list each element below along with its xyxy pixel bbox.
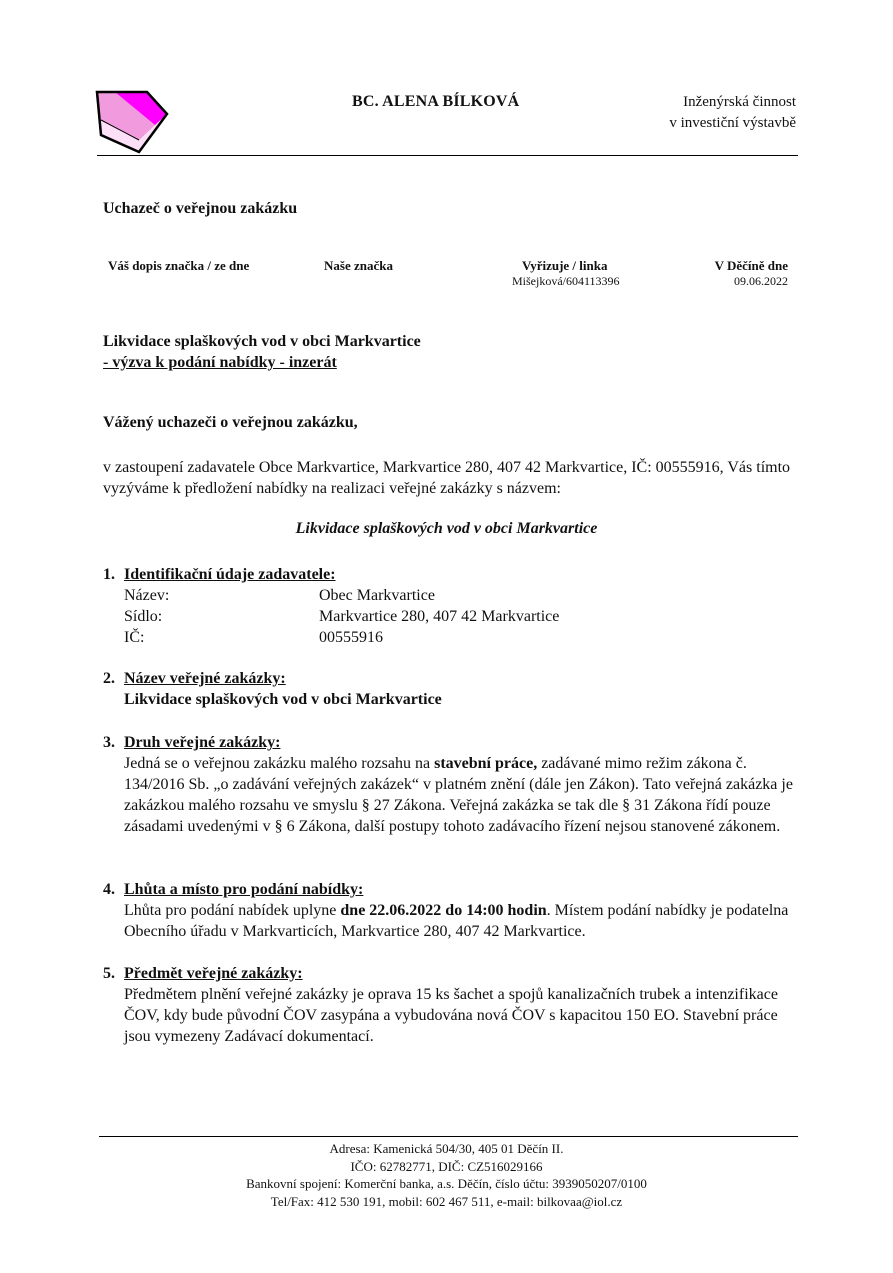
body-text: . Místem podání nabídky je podatelna Obecního úřadu v Markvarticích, Markvartice 280, 407 42 Markvartice. [124, 902, 789, 940]
info-row [124, 585, 803, 606]
company-activity [669, 92, 796, 134]
section-heading: Předmět veřejné zakázky: [124, 965, 303, 982]
section-heading: Název veřejné zakázky: [124, 670, 286, 687]
section-number: 1. [103, 566, 115, 583]
info-value: Obec Markvartice [319, 587, 435, 604]
our-ref-label: Naše značka [324, 258, 393, 273]
section-body [124, 753, 803, 837]
section-5 [103, 963, 803, 1047]
section-number: 2. [103, 670, 115, 687]
info-label: Název: [124, 587, 170, 604]
footer-contact: Tel/Fax: 412 530 191, mobil: 602 467 511, e-mail: bilkovaa@iol.cz [270, 1193, 623, 1209]
footer-address: Adresa: Kamenická 504/30, 405 01 Děčín II. [329, 1141, 564, 1156]
subject-line-1: Likvidace splaškových vod v obci Markvartice [103, 333, 421, 350]
section-3 [103, 732, 803, 837]
section-heading: Druh veřejné zakázky: [124, 734, 281, 751]
info-label: Sídlo: [124, 608, 163, 625]
body-bold-text: dne 22.06.2022 do 14:00 hodin [340, 902, 547, 919]
footer-ids: IČO: 62782771, DIČ: CZ516029166 [350, 1158, 543, 1174]
info-row [124, 606, 803, 627]
section-body [124, 585, 803, 648]
section-2 [103, 668, 803, 710]
section-4 [103, 879, 803, 942]
section-body [124, 900, 803, 942]
info-row [124, 627, 803, 648]
company-logo [95, 90, 169, 156]
info-value: 00555916 [319, 629, 383, 646]
your-letter-label: Váš dopis značka / ze dne [108, 258, 250, 273]
greeting: Vážený uchazeči o veřejnou zakázku, [103, 414, 358, 431]
body-text: Lhůta pro podání nabídek uplyne [124, 902, 341, 919]
body-bold-text: stavební práce, [434, 755, 538, 772]
footer-bank: Bankovní spojení: Komerční banka, a.s. Děčín, číslo účtu: 3939050207/0100 [246, 1176, 647, 1191]
section-number: 3. [103, 734, 115, 751]
section-heading: Lhůta a místo pro podání nabídky: [124, 881, 364, 898]
subject-line-2: - výzva k podání nabídky - inzerát [103, 354, 337, 371]
footer [0, 1140, 893, 1210]
body-text: zadávané mimo režim zákona č. 134/2016 Sb. „o zadávání veřejných zakázek“ v platném znění (dále jen Zákon). Tato veřejná zakázka je zakázkou malého rozsahu ve smyslu § 27 Zákona. Veřejná zakázka se tak dle § 31 Zákona řídí pouze zásadami uvedenými v § 6 Zákona, další postupy tohoto zadávacího řízení nejsou stanovené zákonem. [124, 755, 793, 835]
handled-by-value: Mišejková/604113396 [512, 274, 620, 288]
section-1 [103, 564, 803, 648]
recipient: Uchazeč o veřejnou zakázku [103, 200, 298, 217]
activity-line-2: v investiční výstavbě [669, 115, 796, 131]
contract-title: Likvidace splaškových vod v obci Markvartice [295, 520, 598, 537]
body-text: Jedná se o veřejnou zakázku malého rozsahu na [124, 755, 435, 772]
section-number: 4. [103, 881, 115, 898]
activity-line-1: Inženýrská činnost [683, 94, 796, 110]
info-value: Markvartice 280, 407 42 Markvartice [319, 608, 560, 625]
info-label: IČ: [124, 629, 145, 646]
section-body: Předmětem plnění veřejné zakázky je oprava 15 ks šachet a spojů kanalizačních trubek a intenzifikace ČOV, kdy bude původní ČOV zasypána a vybudována nová ČOV s kapacitou 150 EO. Stavební práce jsou vymezeny Zadávací dokumentací. [124, 986, 778, 1045]
footer-divider [99, 1136, 798, 1137]
company-name: BC. ALENA BÍLKOVÁ [352, 93, 520, 110]
header-divider [97, 155, 798, 156]
handled-by-label: Vyřizuje / linka [522, 258, 608, 273]
section-body: Likvidace splaškových vod v obci Markvartice [124, 691, 442, 708]
subject [103, 331, 421, 373]
date-value: 09.06.2022 [734, 274, 788, 288]
section-heading: Identifikační údaje zadavatele: [124, 566, 336, 583]
intro-paragraph: v zastoupení zadavatele Obce Markvartice, Markvartice 280, 407 42 Markvartice, IČ: 00555916, Vás tímto vyzýváme k předložení nabídky na realizaci veřejné zakázky s názvem: [103, 459, 791, 497]
section-number: 5. [103, 965, 115, 982]
place-date-label: V Děčíně dne [714, 258, 788, 273]
